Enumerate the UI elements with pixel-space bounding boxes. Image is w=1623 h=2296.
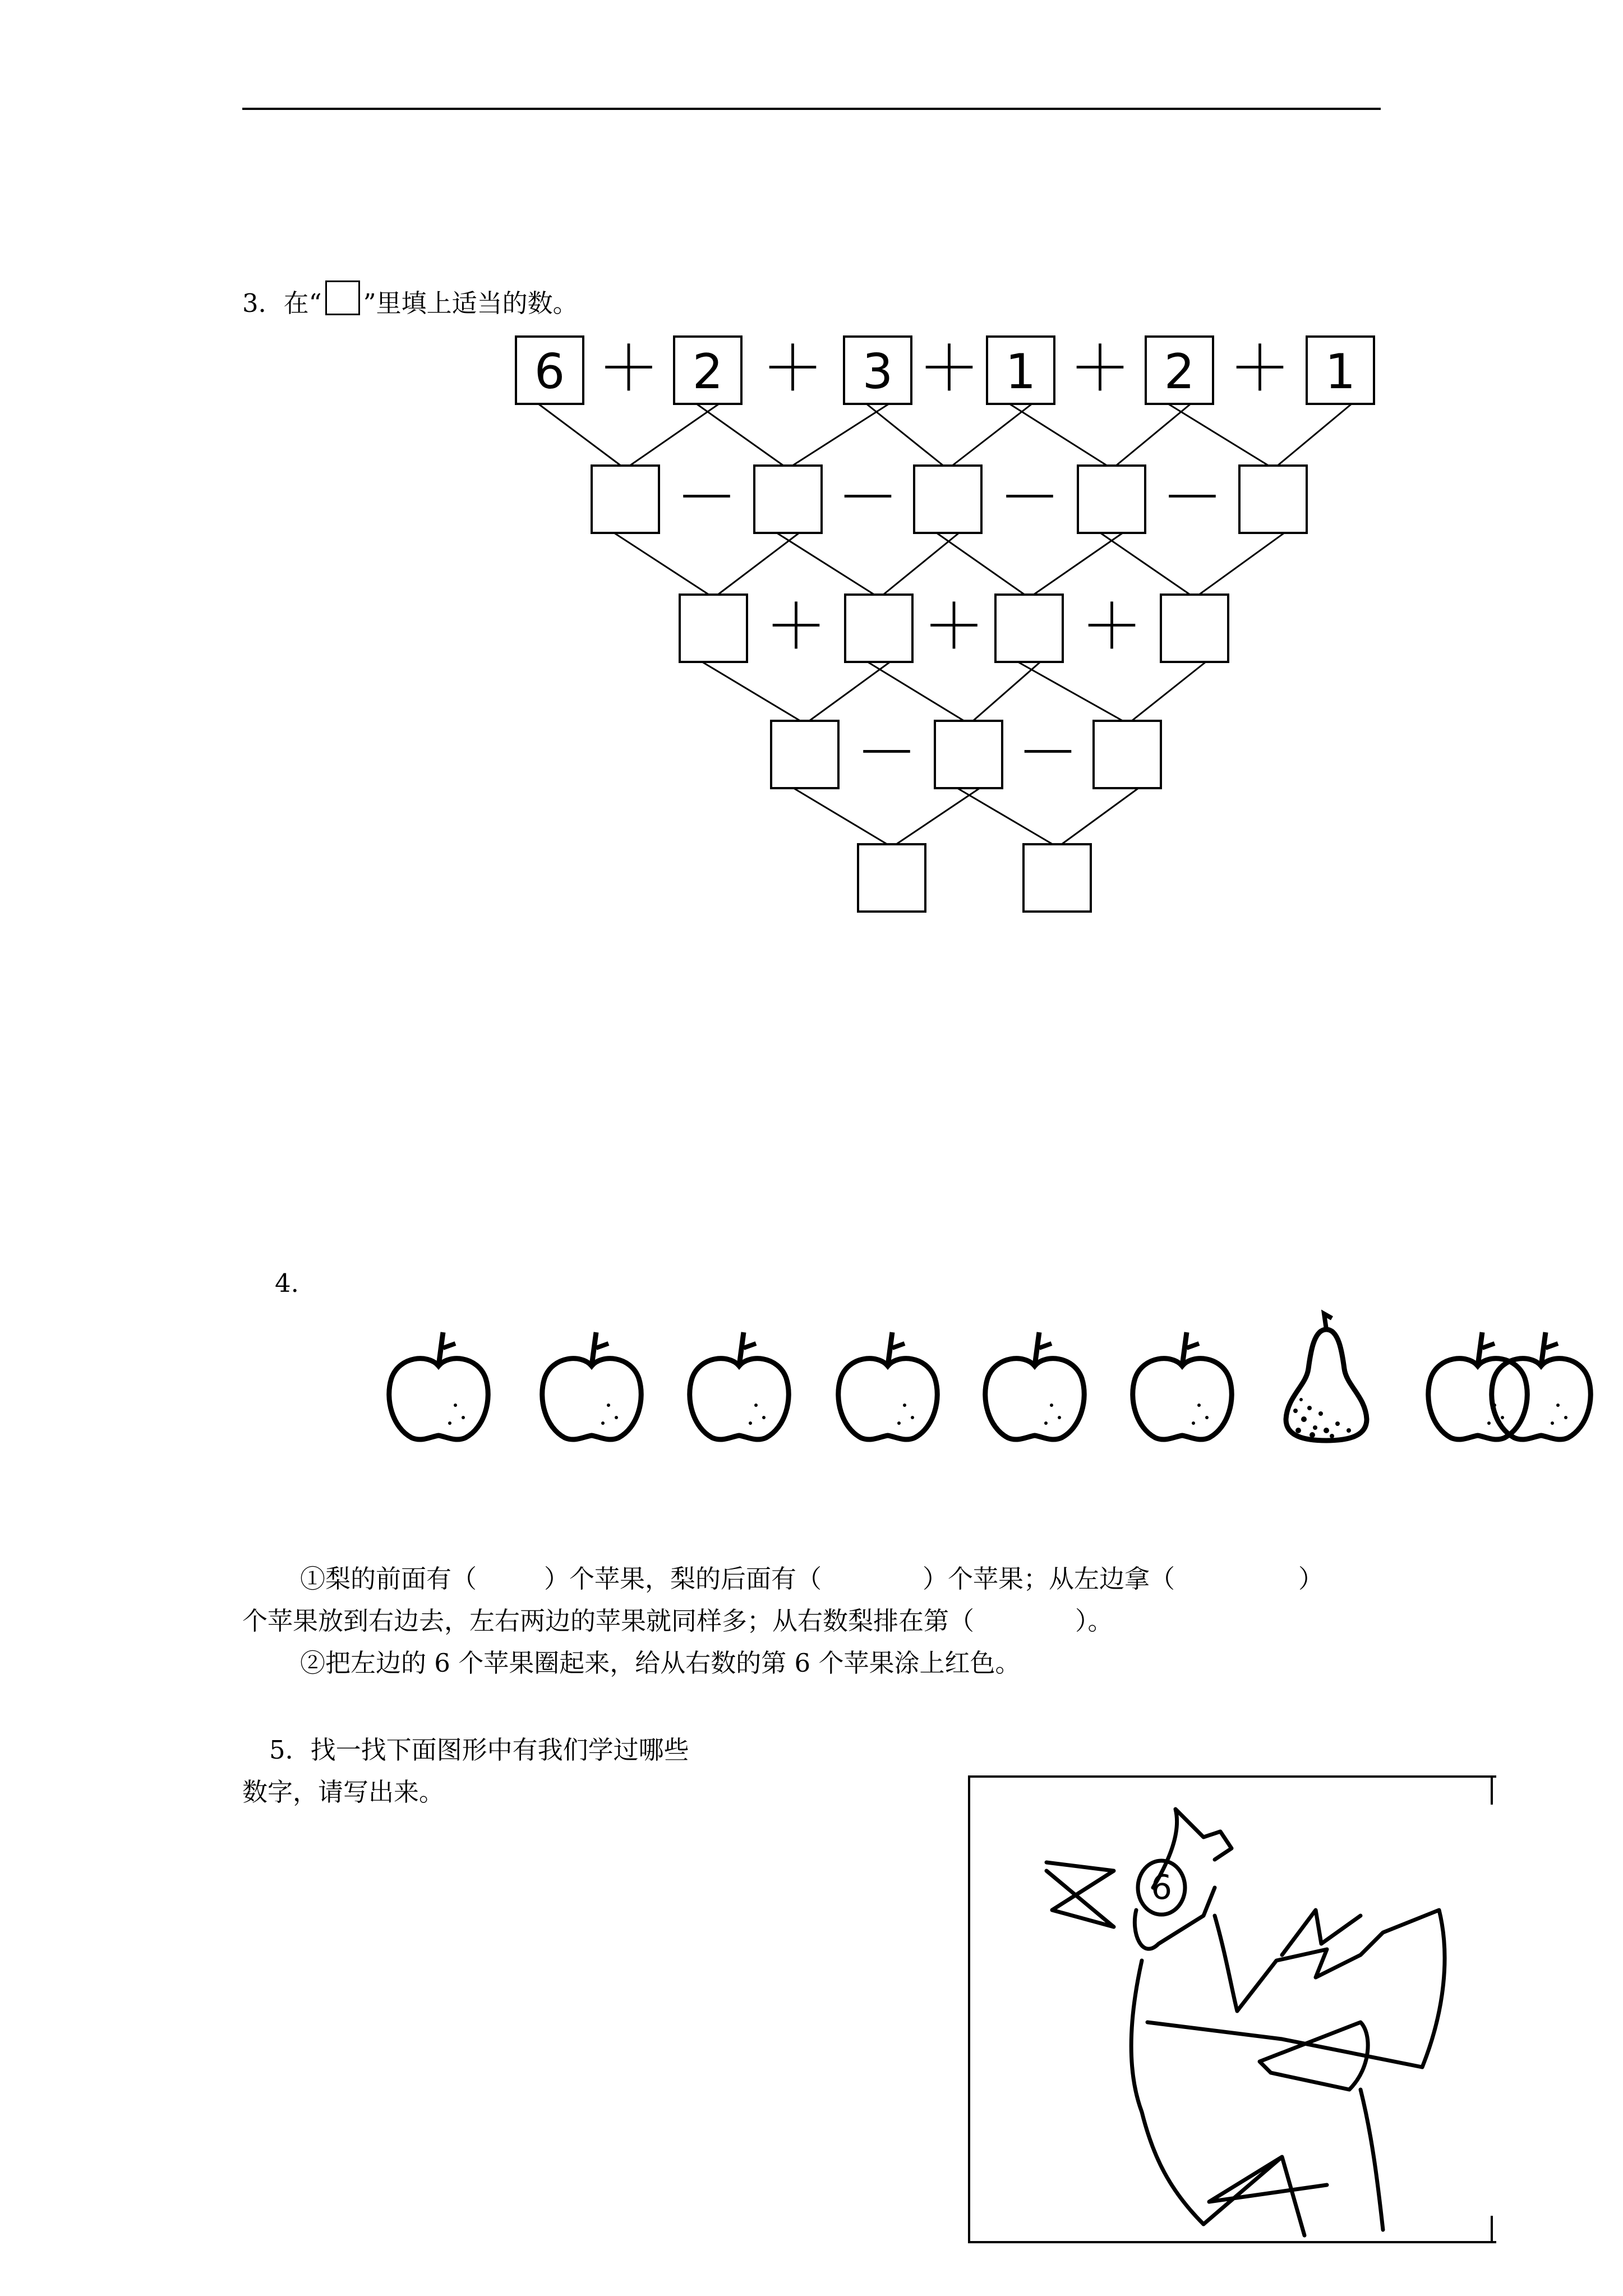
pyramid-connector — [630, 404, 719, 466]
pyramid-connector — [1034, 533, 1123, 595]
pyramid-box[interactable] — [771, 721, 838, 788]
pyramid-connector — [809, 662, 890, 721]
pyramid-connector — [792, 404, 889, 466]
pyramid-operator: ＋ — [1081, 591, 1143, 662]
fruit-row — [0, 1290, 1623, 1470]
pyramid-connector — [614, 533, 709, 595]
pyramid-operator: ＋ — [598, 333, 660, 404]
pyramid-box[interactable] — [995, 595, 1063, 662]
pyramid-box[interactable] — [754, 466, 822, 533]
pyramid-box[interactable] — [1239, 466, 1307, 533]
q5-line-1: 5．找一找下面图形中有我们学过哪些 — [269, 1735, 689, 1765]
pyramid-connector — [1062, 788, 1138, 844]
number-pyramid — [0, 0, 1623, 954]
pyramid-operator: － — [837, 462, 899, 533]
pyramid-operator: ＋ — [923, 591, 985, 662]
pyramid-connector — [896, 788, 980, 844]
q4-text-1c: ）个苹果；从左边拿（ — [923, 1564, 1175, 1594]
rooster-wing-triangle — [1260, 2022, 1368, 2090]
rooster-four-shape — [1204, 2157, 1327, 2235]
apple-icon — [1428, 1332, 1527, 1439]
pyramid-operator: ＋ — [762, 333, 824, 404]
pyramid-connector — [1168, 404, 1269, 466]
q4-para-2 — [242, 1604, 1113, 1638]
pear-icon — [1286, 1314, 1367, 1441]
apple-icon — [542, 1332, 641, 1439]
rooster-neck-back — [1215, 1916, 1237, 2011]
pyramid-operator: － — [999, 462, 1061, 533]
pyramid-box[interactable] — [1078, 466, 1145, 533]
pyramid-top-number: 2 — [692, 344, 723, 400]
rooster-leg — [1361, 2090, 1383, 2230]
pyramid-box[interactable] — [935, 721, 1002, 788]
pyramid-top-number: 3 — [862, 344, 893, 400]
rooster-body-line — [1147, 2022, 1422, 2067]
pyramid-connector — [952, 404, 1032, 466]
pyramid-top-number: 1 — [1325, 344, 1356, 400]
pyramid-connector — [973, 662, 1040, 721]
pyramid-connector — [718, 533, 799, 595]
pyramid-box[interactable] — [592, 466, 659, 533]
q4-text-2a: 个苹果放到右边去，左右两边的苹果就同样多；从右数梨排在第（ — [242, 1606, 975, 1636]
pyramid-connector — [1199, 533, 1284, 595]
apple-icon — [389, 1332, 488, 1439]
rooster-neck-front — [1131, 1961, 1204, 2224]
pyramid-operator: ＋ — [1229, 333, 1291, 404]
q5-line-2: 数字，请写出来。 — [242, 1777, 445, 1807]
q3-prefix: 3．在“ — [242, 288, 322, 318]
pyramid-connector — [1116, 404, 1191, 466]
pyramid-connector — [883, 533, 959, 595]
pyramid-operator: － — [1017, 717, 1079, 789]
pyramid-connector — [957, 788, 1053, 844]
pyramid-box[interactable] — [680, 595, 747, 662]
pyramid-operator: ＋ — [1069, 333, 1131, 404]
pyramid-operator: － — [1161, 462, 1223, 533]
q4-text-1a: ①梨的前面有（ — [300, 1564, 477, 1594]
pyramid-top-number: 6 — [534, 344, 565, 400]
q4-text-2b: ）。 — [1075, 1606, 1113, 1636]
rooster-tail-top — [1237, 1910, 1445, 2067]
q4-para-3: ②把左边的 6 个苹果圈起来，给从右数的第 6 个苹果涂上红色。 — [300, 1648, 1021, 1678]
pyramid-box[interactable] — [1161, 595, 1228, 662]
pyramid-box[interactable] — [845, 595, 912, 662]
pyramid-operator: － — [856, 717, 917, 789]
rooster-zigzag — [1282, 1910, 1361, 1955]
rooster-face — [1135, 1888, 1215, 1949]
pyramid-connector — [1278, 404, 1352, 466]
pyramid-connector — [697, 404, 783, 466]
q4-text-1d: ） — [1298, 1564, 1324, 1594]
pyramid-box[interactable] — [1023, 844, 1091, 912]
q4-number: 4. — [275, 1268, 299, 1298]
pyramid-operator: － — [676, 462, 737, 533]
pyramid-connector — [1100, 533, 1190, 595]
pyramid-top-number: 2 — [1164, 344, 1195, 400]
q4-text-1b: ）个苹果，梨的后面有（ — [544, 1564, 822, 1594]
apple-icon — [838, 1332, 937, 1439]
pyramid-connector — [702, 662, 800, 721]
pyramid-connector — [538, 404, 621, 466]
pyramid-connector — [777, 533, 874, 595]
pyramid-connector — [868, 662, 964, 721]
pyramid-connector — [866, 404, 943, 466]
eye-digit: 6 — [1150, 1868, 1173, 1907]
pyramid-box[interactable] — [858, 844, 925, 912]
q3-suffix: ”里填上适当的数。 — [363, 288, 578, 318]
pyramid-operator: ＋ — [918, 333, 980, 404]
rooster-drawing — [968, 1775, 1494, 2239]
pyramid-connector — [1009, 404, 1107, 466]
pyramid-box[interactable] — [1094, 721, 1161, 788]
apple-icon — [1133, 1332, 1232, 1439]
pyramid-connector — [794, 788, 887, 844]
pyramid-connector — [1132, 662, 1206, 721]
pyramid-box[interactable] — [914, 466, 981, 533]
apple-icon — [985, 1332, 1084, 1439]
beak-eight-shape — [1046, 1862, 1114, 1927]
q4-para-1 — [300, 1562, 1324, 1596]
pyramid-connector — [1018, 662, 1123, 721]
pyramid-connector — [937, 533, 1025, 595]
pyramid-operator: ＋ — [765, 591, 827, 662]
apple-icon — [1492, 1332, 1590, 1439]
pyramid-top-number: 1 — [1005, 344, 1036, 400]
apple-icon — [690, 1332, 789, 1439]
